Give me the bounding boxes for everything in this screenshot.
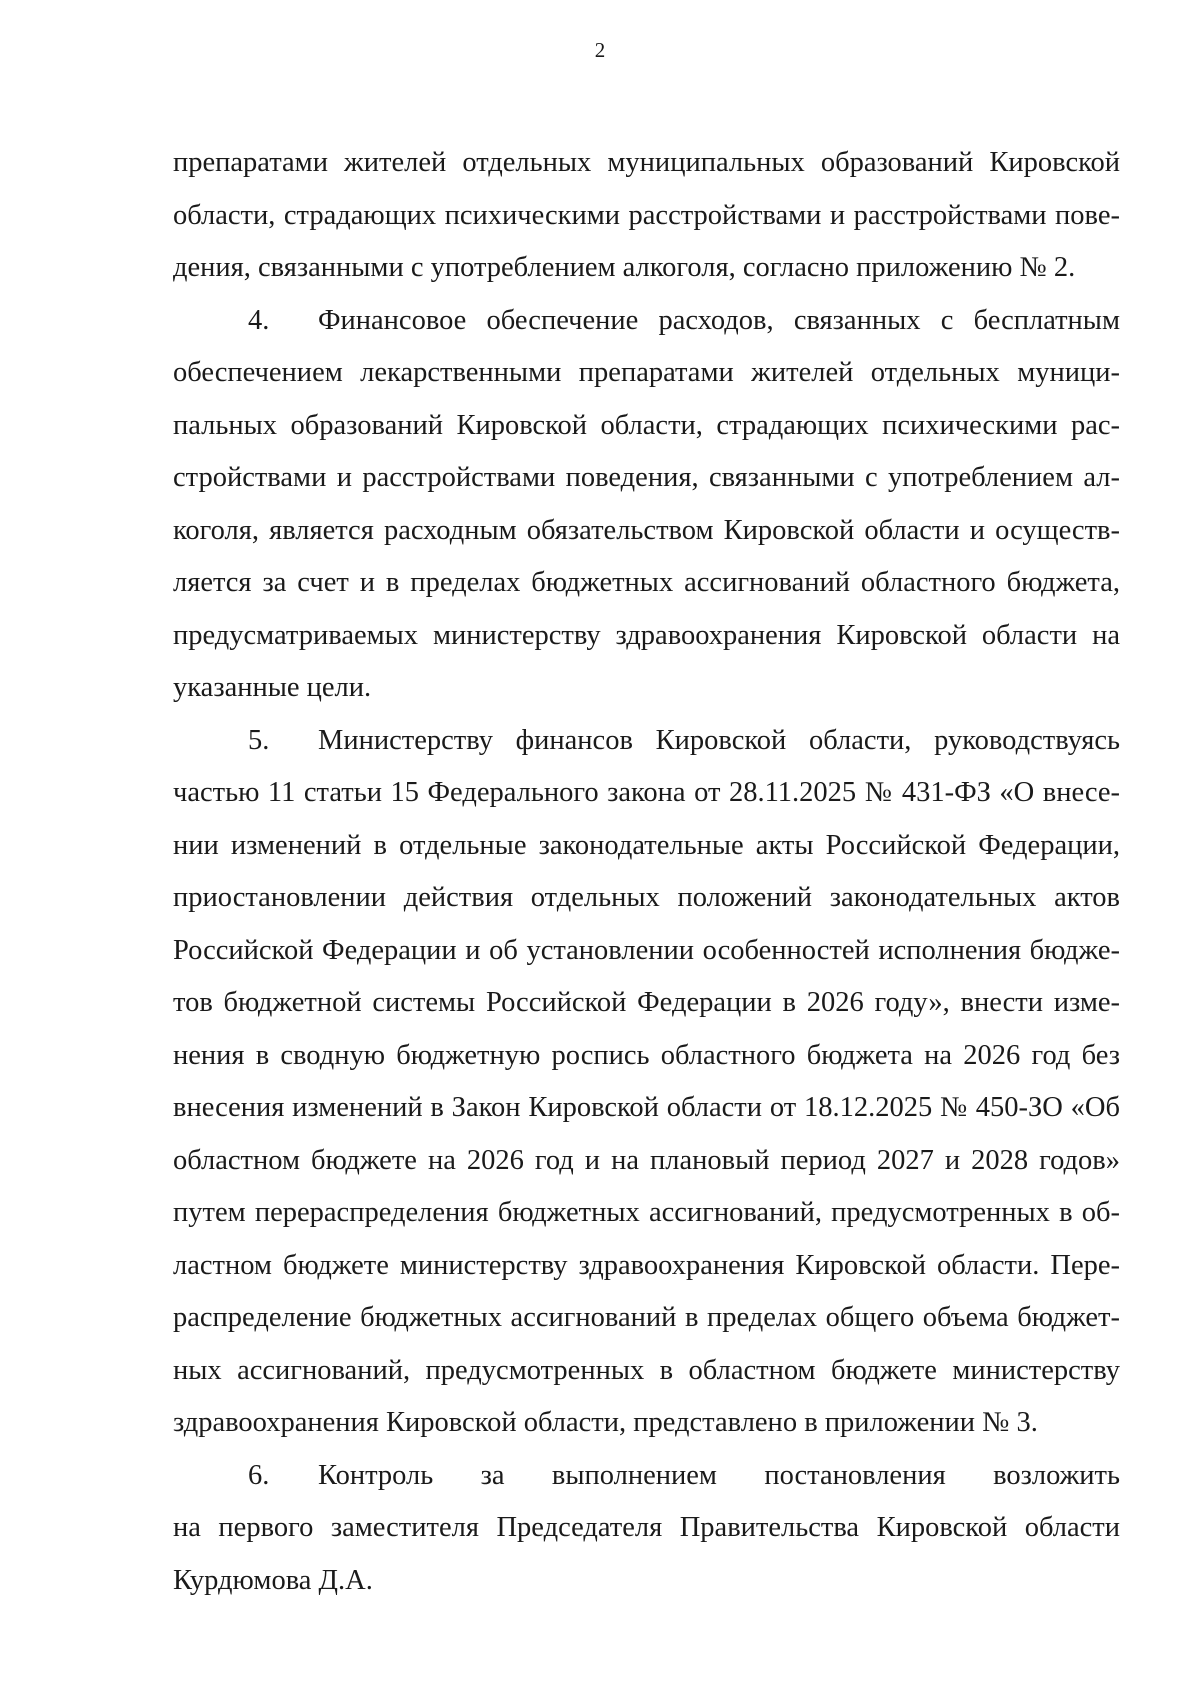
- text-line: частью 11 статьи 15 Федерального закона от 28.11.2025 № 431-ФЗ «О внесе-: [173, 777, 1120, 808]
- text-line: дения, связанными с употреблением алкоголя, согласно приложению № 2.: [173, 252, 1076, 283]
- text-line-start: Финансовое обеспечение расходов, связанных с бесплатным: [318, 304, 1120, 336]
- text-line: Российской Федерации и об установлении особенностей исполнения бюдже-: [173, 934, 1120, 966]
- text-line: [173, 1450, 1120, 1503]
- paragraph-continuation: [173, 137, 1120, 295]
- text-line: [173, 715, 1120, 768]
- paragraph-number: 4.: [248, 304, 270, 336]
- text-line: на первого заместителя Председателя Правительства Кировской области: [173, 1512, 1120, 1543]
- paragraph-6: [173, 1450, 1120, 1608]
- text-line: указанные цели.: [173, 672, 372, 703]
- text-line: области, страдающих психическими расстройствами и расстройствами пове-: [173, 199, 1120, 231]
- text-line: ных ассигнований, предусмотренных в областном бюджете министерству: [173, 1354, 1120, 1386]
- text-line: нения в сводную бюджетную роспись областного бюджета на 2026 год без: [173, 1039, 1120, 1071]
- paragraph-number: 6.: [248, 1459, 270, 1491]
- text-line-start: Министерству финансов Кировской области, руководствуясь: [318, 724, 1120, 756]
- text-line: областном бюджете на 2026 год и на плановый период 2027 и 2028 годов»: [173, 1144, 1120, 1176]
- text-line: обеспечением лекарственными препаратами жителей отдельных муници-: [173, 357, 1120, 388]
- text-line: приостановлении действия отдельных положений законодательных актов: [173, 882, 1120, 913]
- text-line: ляется за счет и в пределах бюджетных ассигнований областного бюджета,: [173, 567, 1120, 598]
- text-line: коголя, является расходным обязательством Кировской области и осуществ-: [173, 514, 1120, 546]
- text-line: ластном бюджете министерству здравоохранения Кировской области. Пере-: [173, 1249, 1120, 1281]
- text-line-start: Контроль за выполнением постановления возложить: [318, 1459, 1120, 1491]
- text-line: распределение бюджетных ассигнований в пределах общего объема бюджет-: [173, 1302, 1120, 1333]
- text-line: [173, 295, 1120, 348]
- text-line: Курдюмова Д.А.: [173, 1564, 373, 1596]
- text-line: препаратами жителей отдельных муниципальных образований Кировской: [173, 147, 1120, 178]
- text-line: пальных образований Кировской области, страдающих психическими рас-: [173, 409, 1120, 441]
- paragraph-number: 5.: [248, 724, 270, 756]
- text-line: предусматриваемых министерству здравоохранения Кировской области на: [173, 619, 1120, 651]
- text-line: здравоохранения Кировской области, представлено в приложении № 3.: [173, 1407, 1038, 1438]
- document-body: [173, 137, 1120, 1607]
- page-number: 2: [594, 38, 606, 62]
- text-line: тов бюджетной системы Российской Федерации в 2026 году», внести изме-: [173, 987, 1120, 1018]
- paragraph-4: [173, 295, 1120, 715]
- text-line: путем перераспределения бюджетных ассигнований, предусмотренных в об-: [173, 1197, 1120, 1228]
- text-line: внесения изменений в Закон Кировской области от 18.12.2025 № 450-ЗО «Об: [173, 1092, 1120, 1123]
- paragraph-5: [173, 715, 1120, 1450]
- text-line: нии изменений в отдельные законодательные акты Российской Федерации,: [173, 829, 1120, 861]
- text-line: стройствами и расстройствами поведения, связанными с употреблением ал-: [173, 462, 1120, 493]
